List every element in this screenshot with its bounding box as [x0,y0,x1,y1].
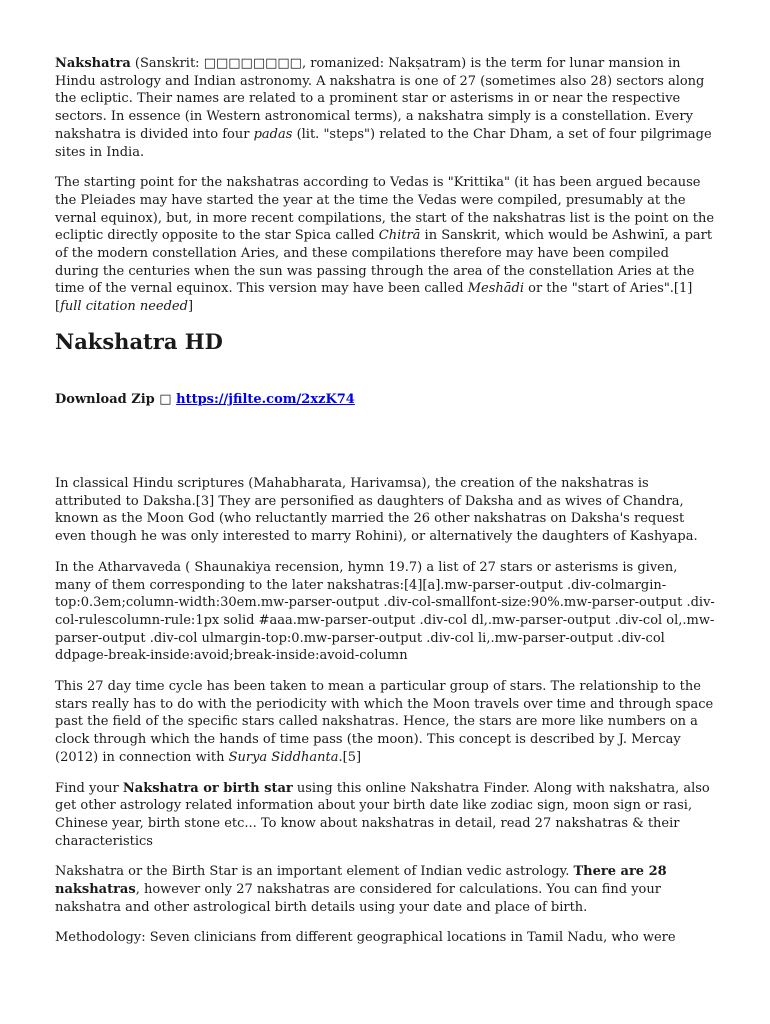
article-body [55,475,715,960]
download-glyph: □ [159,392,172,407]
finder-paragraph: Find your Nakshatra or birth star using this online Nakshatra Finder. Along with nakshatra, also get other astrology related information about your birth date like zodiac sign, moon sign or rasi, Chinese year, birth stone etc... To know about nakshatras in detail, read 27 nakshatras & their characteristics [55,780,710,849]
intro-paragraph: Nakshatra (Sanskrit: □□□□□□□□, romanized: Nakṣatram) is the term for lunar mansion in Hindu astrology and Indian astronomy. A nakshatra is one of 27 (sometimes also 28) sectors along the ecliptic. Their names are related to a prominent star or asterisms in or near the respective sectors. In essence (in Western astronomical terms), a nakshatra simply is a constellation. Every nakshatra is divided into four padas (lit. "steps") related to the Char Dham, a set of four pilgrimage sites in India. [55,56,712,160]
birth-star-paragraph: Nakshatra or the Birth Star is an important element of Indian vedic astrology. There are 28 nakshatras, however only 27 nakshatras are considered for calculations. You can find your nakshatra and other astrological birth details using your date and place of birth. [55,864,667,915]
article-top [55,55,715,355]
download-link[interactable]: https://jfilte.com/2xzK74 [176,392,355,407]
atharvaveda-paragraph: In the Atharvaveda ( Shaunakiya recension, hymn 19.7) a list of 27 stars or asterisms is given, many of them corresponding to the later nakshatras:[4][a].mw-parser-output .div-colmargin-top:0.3em;column-width:30em.mw-parser-output .div-col-smallfont-size:90%.mw-parser-output .div-col-rulescolumn-rule:1px solid #aaa.mw-parser-output .div-col dl,.mw-parser-output .div-col ol,.mw-parser-output .div-col ulmargin-top:0.mw-parser-output .div-col li,.mw-parser-output .div-col ddpage-break-inside:avoid;break-inside:avoid-column [55,559,715,664]
daksha-paragraph: In classical Hindu scriptures (Mahabharata, Harivamsa), the creation of the nakshatras is attributed to Daksha.[3] They are personified as daughters of Daksha and as wives of Chandra, known as the Moon God (who reluctantly married the 26 other nakshatras on Daksha's request even though he was only interested to marry Rohini), or alternatively the daughters of Kashyapa. [55,476,698,545]
term-bold: Nakshatra [55,56,131,71]
sanskrit-glyphs: □□□□□□□□ [203,56,302,71]
download-line [55,392,355,407]
download-label: Download Zip [55,392,155,407]
page-heading: Nakshatra HD [55,328,223,354]
vedas-paragraph: The starting point for the nakshatras according to Vedas is "Krittika" (it has been argued because the Pleiades may have started the year at the time the Vedas were compiled, presumably at the vernal equinox), but, in more recent compilations, the start of the nakshatras list is the point on the ecliptic directly opposite to the star Spica called Chitrā in Sanskrit, which would be Ashwinī, a part of the modern constellation Aries, and these compilations therefore may have been compiled during the centuries when the sun was passing through the area of the constellation Aries at the time of the vernal equinox. This version may have been called Meshādi or the "start of Aries".[1][full citation needed] [55,175,715,315]
padas-italic: padas [253,126,293,142]
time-cycle-paragraph: This 27 day time cycle has been taken to mean a particular group of stars. The relationship to the stars really has to do with the periodicity with which the Moon travels over time and through space past the field of the specific stars called nakshatras. Hence, the stars are more like numbers on a clock through which the hands of time pass (the moon). This concept is described by J. Mercay (2012) in connection with Surya Siddhanta.[5] [55,679,714,765]
citation-needed: full citation needed [60,299,188,315]
methodology-paragraph: Methodology: Seven clinicians from different geographical locations in Tamil Nadu, who were [55,930,676,946]
